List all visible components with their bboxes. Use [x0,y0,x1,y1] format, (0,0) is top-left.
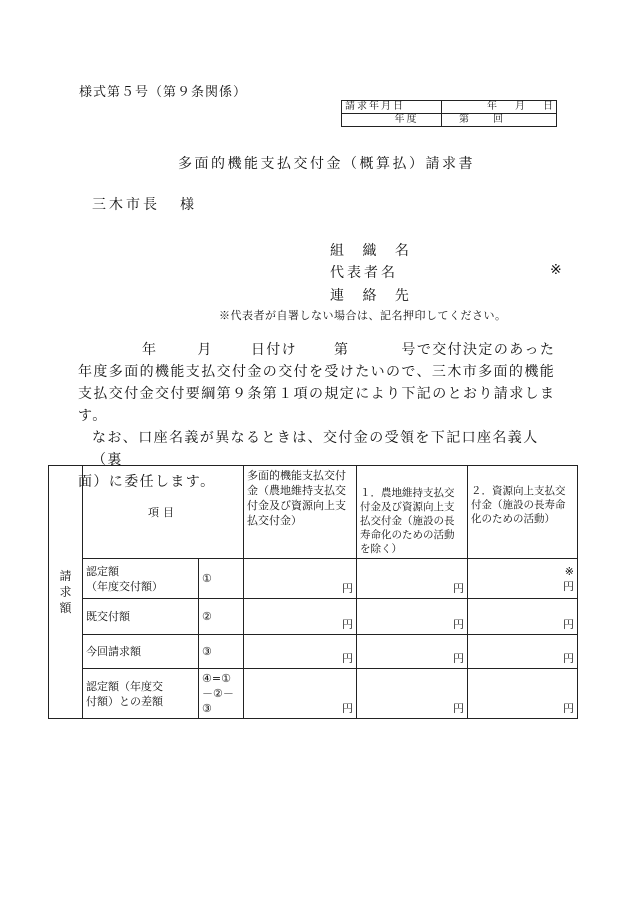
year-label: 年 [487,101,497,112]
signature-note: ※代表者が自署しない場合は、記名押印してください。 [219,309,507,322]
row2-no: ② [199,599,244,635]
row4-no: ④=①－②－③ [199,669,244,719]
row1-label [83,559,199,599]
body-line1-tail: 号で交付決定のあった [401,342,556,358]
header-item: 項目 [83,466,244,559]
count-suffix: 回 [493,114,503,125]
addressee-name: 三木市長 [92,197,160,213]
side-label [49,466,83,719]
count-prefix: 第 [459,114,469,125]
body-no-prefix: 第 [334,342,350,358]
header-col2: １．農地維持支払交付金及び資源向上支払交付金（施設の長寿命化のための活動を除く） [357,466,468,559]
request-date-field[interactable] [442,101,557,114]
request-amount-table [48,465,578,719]
request-info-box [341,100,557,127]
header-col3: ２．資源向上支払交付金（施設の長寿命化のための活動） [468,466,578,559]
signature-mark: ※ [550,262,562,278]
request-count-field[interactable] [442,114,557,127]
body-line-4: す。 [78,408,108,424]
body-line-5: なお、口座名義が異なるときは、交付金の受領を下記口座名義人（裏 [92,430,539,468]
month-label: 月 [515,101,525,112]
row4-col1[interactable]: 円 [244,669,357,719]
side-label-text: 請求額 [59,569,72,615]
row2-col2[interactable]: 円 [357,599,468,635]
row3-col3[interactable]: 円 [468,635,578,669]
body-line-1 [78,339,568,361]
row2-label: 既交付額 [83,599,199,635]
body-line-3: 支払交付金交付要綱第９条第１項の規定により下記のとおり請求しま [78,386,556,402]
form-number: 様式第５号（第９条関係） [79,85,248,100]
day-label: 日 [543,101,553,112]
fiscal-year-label: 年度 [394,114,419,125]
row2-col1[interactable]: 円 [244,599,357,635]
body-line-6: 面）に委任します。 [78,474,216,490]
row1-label-line1: 認定額 [86,564,119,578]
row3-col2[interactable]: 円 [357,635,468,669]
document-title: 多面的機能支払交付金（概算払）請求書 [178,156,475,172]
body-line-2: 年度多面的機能支払交付金の交付を受けたいので、三木市多面的機能 [78,364,556,380]
body-dated: 日付け [250,342,298,358]
row4-label-line2: 付額）との差額 [86,694,163,708]
row3-col1[interactable]: 円 [244,635,357,669]
row4-col3[interactable]: 円 [468,669,578,719]
row3-no: ③ [199,635,244,669]
request-date-label: 請求年月日 [342,101,442,114]
body-month: 月 [197,342,213,358]
contact-label: 連 絡 先 [330,288,416,304]
row1-col2[interactable]: 円 [357,559,468,599]
addressee-honorific: 様 [180,197,197,213]
addressee [92,194,197,214]
row1-col1[interactable]: 円 [244,559,357,599]
row4-label-line1: 認定額（年度交 [86,679,163,693]
row4-label [83,669,199,719]
row2-col3[interactable]: 円 [468,599,578,635]
org-name-label: 組 織 名 [330,243,416,259]
fiscal-year-field[interactable] [342,114,442,127]
row1-col3-mark: ※ [564,564,574,578]
row4-col2[interactable]: 円 [357,669,468,719]
body-year: 年 [142,342,158,358]
row1-col3[interactable] [468,559,578,599]
representative-label: 代表者名 [330,265,398,281]
row1-no: ① [199,559,244,599]
row3-label: 今回請求額 [83,635,199,669]
row1-label-line2: （年度交付額） [86,579,163,593]
row1-col3-yen: 円 [563,579,574,593]
header-col1: 多面的機能支払交付金（農地維持支払交付金及び資源向上支払交付金） [244,466,357,559]
